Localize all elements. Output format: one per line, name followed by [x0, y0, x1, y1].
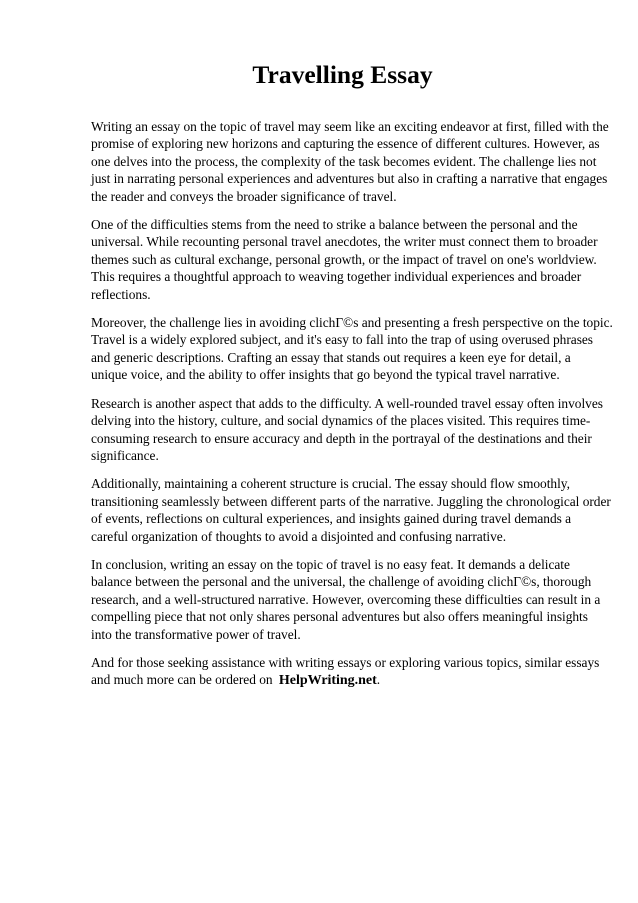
text-line: significance.	[91, 447, 159, 463]
paragraph-3	[91, 314, 611, 384]
text-line: Additionally, maintaining a coherent structure is crucial. The essay should flow smoothly,	[91, 476, 570, 492]
text-line: promise of exploring new horizons and capturing the essence of different cultures. However, as	[91, 136, 600, 152]
text-line: universal. While recounting personal travel anecdotes, the writer must connect them to broader	[91, 234, 598, 250]
text-line: unique voice, and the ability to offer insights that go beyond the typical travel narrative.	[91, 367, 560, 383]
paragraph-4	[91, 395, 611, 465]
text-line: balance between the personal and the universal, the challenge of avoiding clichΓ©s, thorough	[91, 574, 592, 590]
text-line: research, and a well-structured narrative. However, overcoming these difficulties can result in a	[91, 591, 601, 607]
closing-text: and much more can be ordered on	[91, 672, 276, 688]
text-line: In conclusion, writing an essay on the topic of travel is no easy feat. It demands a delicate	[91, 556, 570, 572]
paragraph-2	[91, 216, 611, 303]
text-line: Research is another aspect that adds to the difficulty. A well-rounded travel essay often involves	[91, 395, 603, 411]
closing-paragraph	[91, 654, 611, 690]
text-line: careful organization of thoughts to avoid a disjointed and confusing narrative.	[91, 528, 507, 544]
text-line: Travel is a widely explored subject, and it's easy to fall into the trap of using overused phrases	[91, 332, 593, 348]
closing-period: .	[376, 672, 381, 688]
text-line: consuming research to ensure accuracy and depth in the portrayal of the destinations and their	[91, 430, 592, 446]
text-line: one delves into the process, the complexity of the task becomes evident. The challenge lies not	[91, 153, 597, 169]
text-line: into the transformative power of travel.	[91, 626, 301, 642]
text-line: just in narrating personal experiences and adventures but also in crafting a narrative that engages	[91, 171, 608, 187]
text-line: and generic descriptions. Crafting an essay that stands out requires a keen eye for detail, a	[91, 349, 571, 365]
text-line: the reader and conveys the broader significance of travel.	[91, 188, 397, 204]
paragraph-6	[91, 556, 611, 643]
text-line: reflections.	[91, 286, 151, 302]
text-line: themes such as cultural exchange, personal growth, or the impact of travel on one's worldview.	[91, 251, 597, 267]
text-line: And for those seeking assistance with writing essays or exploring various topics, similar essays	[91, 654, 600, 670]
text-line: One of the difficulties stems from the need to strike a balance between the personal and the	[91, 217, 578, 233]
text-line: transitioning seamlessly between different parts of the narrative. Juggling the chronological order	[91, 493, 611, 509]
helpwriting-link[interactable]: HelpWriting.net	[278, 673, 377, 689]
text-line: compelling piece that not only shares personal adventures but also offers meaningful insights	[91, 609, 588, 625]
text-line: Moreover, the challenge lies in avoiding clichΓ©s and presenting a fresh perspective on the topic.	[91, 315, 613, 331]
text-line	[91, 671, 611, 689]
text-line: This requires a thoughtful approach to weaving together individual experiences and broader	[91, 269, 582, 285]
paragraph-5	[91, 475, 611, 545]
text-line: delving into the history, culture, and social dynamics of the places visited. This requires time-	[91, 413, 591, 429]
text-line: of events, reflections on cultural experiences, and insights gained during travel demands a	[91, 511, 572, 527]
document-body	[91, 118, 611, 701]
page-title: Travelling Essay	[252, 60, 433, 89]
text-line: Writing an essay on the topic of travel may seem like an exciting endeavor at first, filled with the	[91, 119, 609, 134]
paragraph-1	[91, 118, 611, 205]
